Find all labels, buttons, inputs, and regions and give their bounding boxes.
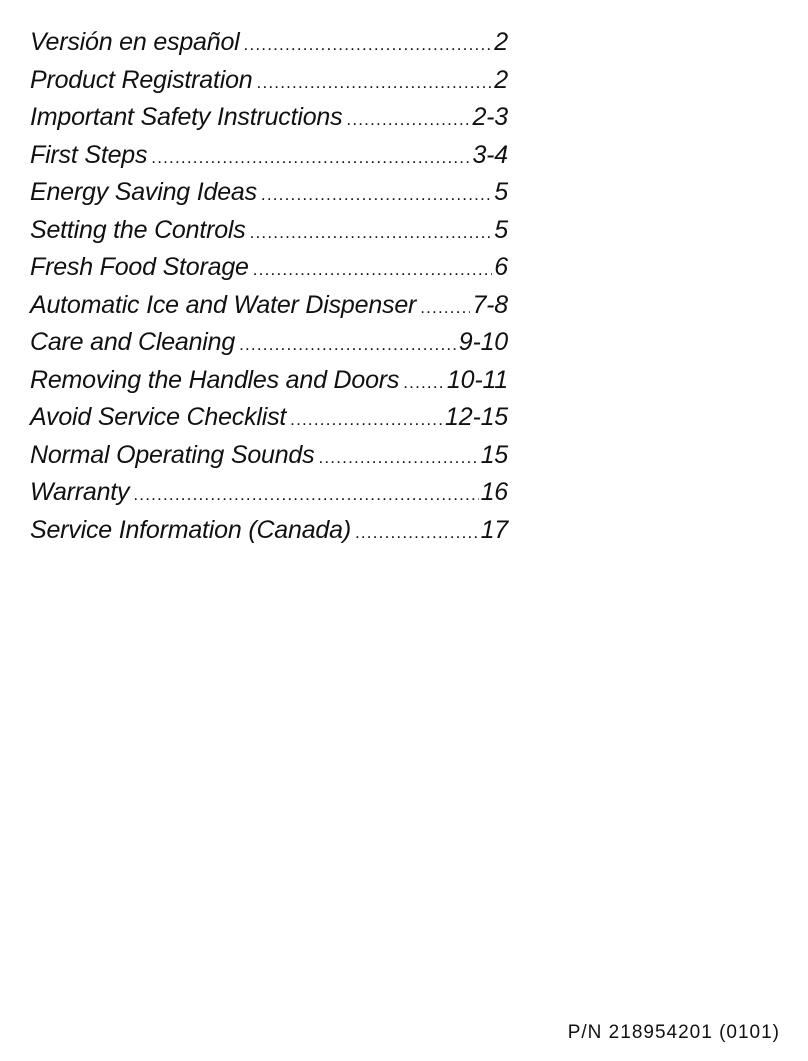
toc-entry — [30, 291, 508, 329]
toc-entry — [30, 441, 508, 479]
part-number: P/N 218954201 (0101) — [567, 1022, 780, 1043]
toc-entry-page: 5 — [494, 178, 508, 206]
toc-entry — [30, 403, 508, 441]
toc-entry-title: Energy Saving Ideas — [30, 178, 257, 206]
toc-entry-title: First Steps — [30, 140, 148, 169]
toc-entry-page: 12-15 — [445, 403, 508, 431]
toc-entry — [30, 103, 508, 141]
toc-dot-leader — [355, 523, 479, 543]
toc-dot-leader — [239, 335, 457, 355]
toc-dot-leader — [261, 185, 492, 205]
toc-entry-title: Removing the Handles and Doors — [30, 365, 400, 394]
toc-entry-page: 3-4 — [472, 140, 508, 169]
toc-entry — [30, 216, 508, 254]
toc-entry-page: 2 — [494, 28, 508, 56]
toc-entry-title: Product Registration — [30, 65, 253, 94]
toc-entry-title: Normal Operating Sounds — [30, 440, 315, 469]
toc-entry-title: Setting the Controls — [30, 215, 246, 244]
toc-dot-leader — [133, 485, 478, 505]
toc-entry-page: 16 — [480, 478, 508, 506]
toc-dot-leader — [318, 448, 478, 468]
toc-dot-leader — [253, 260, 493, 280]
toc-entry-title: Automatic Ice and Water Dispenser — [30, 290, 417, 319]
toc-dot-leader — [403, 373, 445, 393]
toc-entry-page: 2-3 — [472, 103, 508, 131]
toc-dot-leader — [244, 35, 493, 55]
toc-entry — [30, 516, 508, 554]
toc-entry-page: 2 — [494, 65, 508, 94]
toc-entry-page: 10-11 — [446, 365, 508, 394]
toc-entry — [30, 141, 508, 179]
toc-entry-title: Important Safety Instructions — [30, 103, 343, 131]
toc-dot-leader — [346, 110, 470, 130]
toc-entry-title: Fresh Food Storage — [30, 253, 249, 281]
toc-entry-title: Versión en español — [30, 28, 240, 56]
toc-entry — [30, 253, 508, 291]
toc-entry-page: 17 — [480, 515, 508, 544]
toc-entry-title: Avoid Service Checklist — [30, 403, 287, 431]
toc-dot-leader — [257, 73, 493, 93]
toc-entry-title: Care and Cleaning — [30, 328, 236, 356]
toc-entry-page: 7-8 — [472, 290, 508, 319]
toc-dot-leader — [151, 148, 470, 168]
toc-dot-leader — [250, 223, 493, 243]
toc-entry — [30, 178, 508, 216]
toc-entry-title: Warranty — [30, 478, 130, 506]
toc-entry-page: 6 — [494, 253, 508, 281]
toc-dot-leader — [420, 298, 470, 318]
toc-entry-page: 5 — [494, 215, 508, 244]
toc-dot-leader — [290, 410, 443, 430]
table-of-contents — [30, 28, 508, 553]
toc-entry — [30, 366, 508, 404]
toc-entry-title: Service Information (Canada) — [30, 515, 351, 544]
toc-entry — [30, 28, 508, 66]
toc-entry — [30, 328, 508, 366]
toc-entry — [30, 66, 508, 104]
toc-entry-page: 9-10 — [458, 328, 508, 356]
toc-entry — [30, 478, 508, 516]
toc-entry-page: 15 — [480, 440, 508, 469]
